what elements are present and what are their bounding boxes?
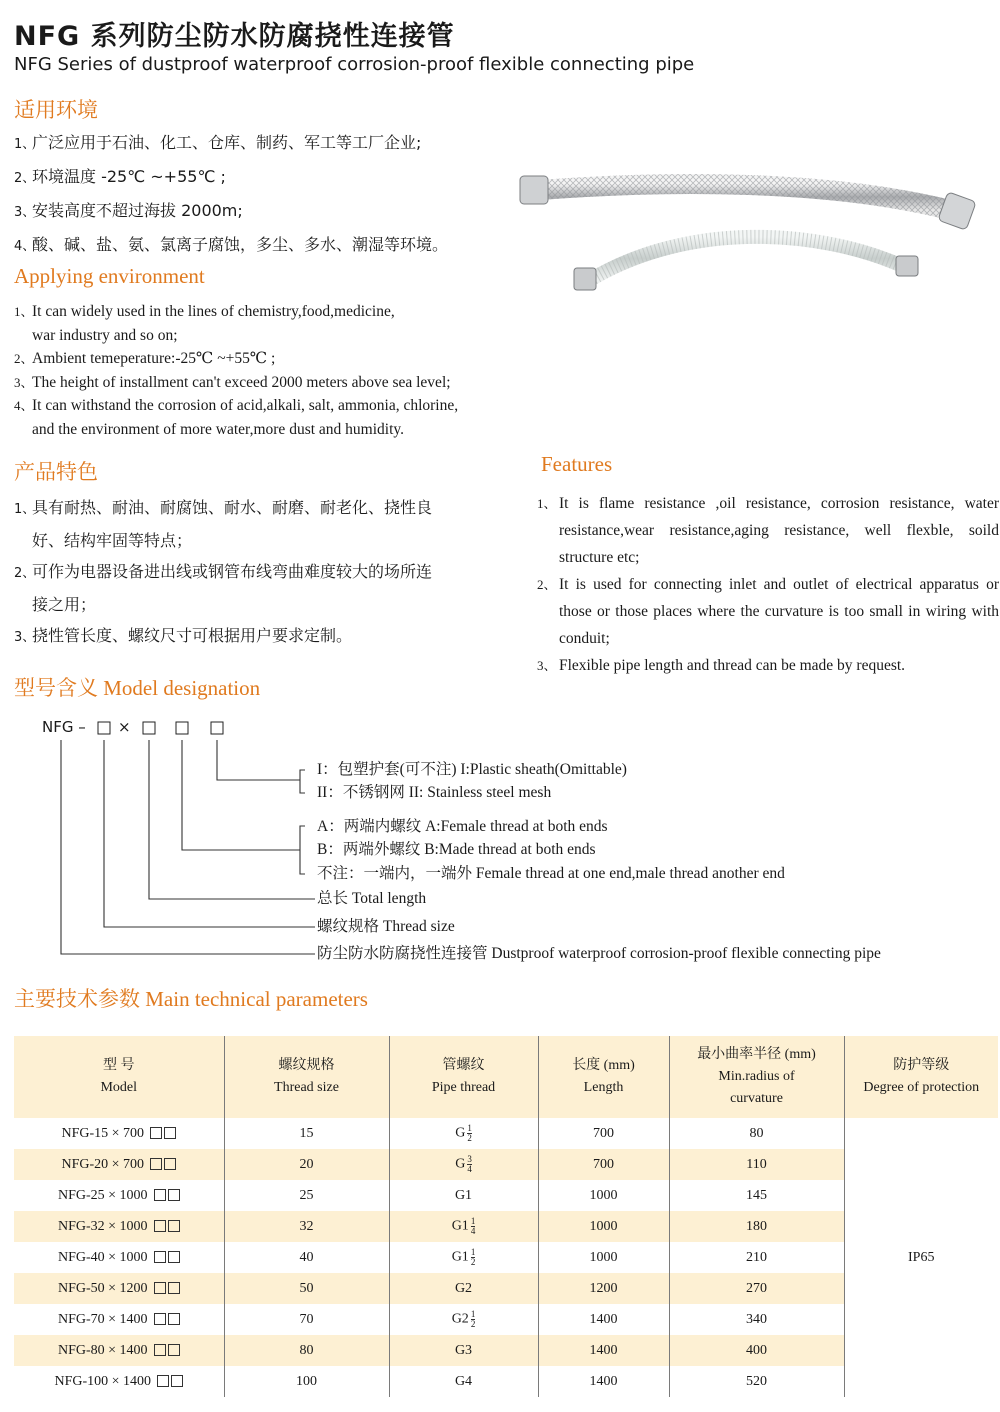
cell-thread-size: 25 <box>224 1180 389 1211</box>
cell-model: NFG-25 × 1000 <box>14 1180 224 1211</box>
features-cn-heading: 产品特色 <box>14 460 98 484</box>
features-en-heading: Features <box>541 452 613 476</box>
option-box-icon <box>154 1282 166 1294</box>
list-item: 2、Ambient temeperature:-25℃ ~+55℃ ; <box>14 350 276 367</box>
cell-pipe-thread: G2 $\frac{1}{2}$ <box>389 1304 538 1335</box>
option-box-icon <box>168 1344 180 1356</box>
cell-pipe-thread: G1 <box>389 1180 538 1211</box>
cell-pipe-thread: G4 <box>389 1366 538 1397</box>
legend-male: B：两端外螺纹 B:Made thread at both ends <box>317 841 596 858</box>
cell-model: NFG-80 × 1400 <box>14 1335 224 1366</box>
params-heading: 主要技术参数 Main technical parameters <box>14 987 368 1011</box>
cell-thread-size: 50 <box>224 1273 389 1304</box>
option-box-icon <box>154 1251 166 1263</box>
option-box-icon <box>157 1375 169 1387</box>
code-box-thread <box>98 722 110 734</box>
legend-female: A：两端内螺纹 A:Female thread at both ends <box>317 818 608 835</box>
code-box-length <box>143 722 155 734</box>
cell-radius: 80 <box>669 1118 844 1149</box>
list-item: 2、 It is used for connecting inlet and outlet of electrical apparatus or those or those places where the curvature is too small in wiring with conduit; <box>537 576 999 647</box>
option-box-icon <box>168 1313 180 1325</box>
cell-length: 1000 <box>538 1242 669 1273</box>
cell-model: NFG-20 × 700 <box>14 1149 224 1180</box>
col-protection: 防护等级 Degree of protection <box>844 1036 998 1118</box>
option-box-icon <box>154 1313 166 1325</box>
cell-length: 1000 <box>538 1211 669 1242</box>
env-cn-list <box>14 127 514 263</box>
cell-thread-size: 20 <box>224 1149 389 1180</box>
option-box-icon <box>168 1282 180 1294</box>
model-code-prefix: NFG – <box>42 718 86 736</box>
list-item: 3、安装高度不超过海拔 2000m; <box>14 201 243 220</box>
col-thread-size: 螺纹规格 Thread size <box>224 1036 389 1118</box>
code-box-end <box>176 722 188 734</box>
cell-thread-size: 15 <box>224 1118 389 1149</box>
env-en-list: 1、It can widely used in the lines of chemistry,food,medicine, war industry and so on; 2、Ambient temeperature:-25℃ ~+55℃ ; 3、The height of installment can't exceed 2000 meters above sea level; 4、It can withstand the corrosion of acid,alkali, salt, ammonia, chlorine, and the environment of more water,more dust and humidity. <box>14 300 534 441</box>
cell-pipe-thread: G3 <box>389 1335 538 1366</box>
cell-thread-size: 100 <box>224 1366 389 1397</box>
col-radius: 最小曲率半径 (mm) Min.radius of curvature <box>669 1036 844 1118</box>
cell-length: 700 <box>538 1149 669 1180</box>
env-cn-heading: 适用环境 <box>14 98 98 122</box>
cell-length: 1400 <box>538 1335 669 1366</box>
legend-sheath: I：包塑护套(可不注) I:Plastic sheath(Omittable) <box>317 761 627 778</box>
cell-length: 1400 <box>538 1366 669 1397</box>
cell-protection: IP65 <box>844 1118 998 1397</box>
cell-length: 1400 <box>538 1304 669 1335</box>
col-length: 长度 (mm) Length <box>538 1036 669 1118</box>
list-item: 1、 It is flame resistance ,oil resistance, corrosion resistance, water resistance,wear resistance,aging resistance, well flexble, soild structure etc; <box>537 495 999 566</box>
page-subtitle: NFG Series of dustproof waterproof corrosion-proof flexible connecting pipe <box>14 54 695 75</box>
code-box-sheath <box>211 722 223 734</box>
cell-radius: 270 <box>669 1273 844 1304</box>
list-item: 3、挠性管长度、螺纹尺寸可根据用户要求定制。 <box>14 626 353 645</box>
model-heading: 型号含义 Model designation <box>14 676 261 700</box>
list-item: 1、It can widely used in the lines of chemistry,food,medicine, <box>14 303 395 320</box>
legend-mixed: 不注：一端内，一端外 Female thread at one end,male thread another end <box>317 865 785 882</box>
option-box-icon <box>168 1251 180 1263</box>
cell-radius: 210 <box>669 1242 844 1273</box>
cell-radius: 180 <box>669 1211 844 1242</box>
cell-length: 1000 <box>538 1180 669 1211</box>
list-item: 4、酸、碱、盐、氨、氯离子腐蚀，多尘、多水、潮湿等环境。 <box>14 235 449 254</box>
cell-radius: 145 <box>669 1180 844 1211</box>
option-box-icon <box>154 1220 166 1232</box>
cell-thread-size: 40 <box>224 1242 389 1273</box>
cell-model: NFG-32 × 1000 <box>14 1211 224 1242</box>
features-cn-list: 1、具有耐热、耐油、耐腐蚀、耐水、耐磨、耐老化、挠性良 好、结构牢固等特点； 2、可作为电器设备进出线或钢管布线弯曲难度较大的场所连 接之用； 3、挠性管长度、螺纹尺寸可根据用户要求定制。 <box>14 492 504 653</box>
env-en-heading: Applying environment <box>14 264 205 288</box>
option-box-icon <box>168 1189 180 1201</box>
cell-model: NFG-15 × 700 <box>14 1118 224 1149</box>
cell-radius: 110 <box>669 1149 844 1180</box>
braided-pipe <box>520 176 976 230</box>
cell-thread-size: 32 <box>224 1211 389 1242</box>
list-item: 3、The height of installment can't exceed 2000 meters above sea level; <box>14 373 451 391</box>
cell-thread-size: 70 <box>224 1304 389 1335</box>
cell-length: 700 <box>538 1118 669 1149</box>
legend-length: 总长 Total length <box>317 890 427 907</box>
list-item: 3、 Flexible pipe length and thread can be made by request. <box>537 657 906 674</box>
pipe-photo <box>510 150 990 310</box>
page-title: NFG 系列防尘防水防腐挠性连接管 <box>14 21 455 52</box>
list-item: 2、可作为电器设备进出线或钢管布线弯曲难度较大的场所连 <box>14 562 433 581</box>
option-box-icon <box>154 1344 166 1356</box>
plastic-pipe <box>574 237 918 290</box>
option-box-icon <box>154 1189 166 1201</box>
list-item: 2、环境温度 -25℃ ~+55℃ ; <box>14 167 226 186</box>
list-item: 1、具有耐热、耐油、耐腐蚀、耐水、耐磨、耐老化、挠性良 <box>14 498 433 517</box>
cell-pipe-thread: G $\frac{1}{2}$ <box>389 1118 538 1149</box>
cell-pipe-thread: G1 $\frac{1}{2}$ <box>389 1242 538 1273</box>
params-table <box>14 1036 998 1397</box>
col-pipe-thread: 管螺纹 Pipe thread <box>389 1036 538 1118</box>
list-item: 4、It can withstand the corrosion of acid,alkali, salt, ammonia, chlorine, <box>14 397 459 414</box>
cell-model: NFG-50 × 1200 <box>14 1273 224 1304</box>
cell-pipe-thread: G2 <box>389 1273 538 1304</box>
features-en-list <box>537 490 999 679</box>
cell-pipe-thread: G $\frac{3}{4}$ <box>389 1149 538 1180</box>
model-code-times: × <box>118 718 131 736</box>
cell-radius: 520 <box>669 1366 844 1397</box>
option-box-icon <box>168 1220 180 1232</box>
cell-pipe-thread: G1 $\frac{1}{4}$ <box>389 1211 538 1242</box>
option-box-icon <box>171 1375 183 1387</box>
option-box-icon <box>150 1158 162 1170</box>
option-box-icon <box>164 1158 176 1170</box>
legend-mesh: II：不锈钢网 II: Stainless steel mesh <box>317 784 552 801</box>
cell-model: NFG-40 × 1000 <box>14 1242 224 1273</box>
col-model: 型 号 Model <box>14 1036 224 1118</box>
cell-length: 1200 <box>538 1273 669 1304</box>
table-header-row <box>14 1036 998 1118</box>
legend-pipe: 防尘防水防腐挠性连接管 Dustproof waterproof corrosion-proof flexible connecting pipe <box>317 945 881 962</box>
cell-model: NFG-70 × 1400 <box>14 1304 224 1335</box>
table-row <box>14 1118 998 1149</box>
option-box-icon <box>150 1127 162 1139</box>
list-item: 1、广泛应用于石油、化工、仓库、制药、军工等工厂企业; <box>14 133 422 152</box>
cell-thread-size: 80 <box>224 1335 389 1366</box>
option-box-icon <box>164 1127 176 1139</box>
cell-model: NFG-100 × 1400 <box>14 1366 224 1397</box>
cell-radius: 340 <box>669 1304 844 1335</box>
cell-radius: 400 <box>669 1335 844 1366</box>
legend-thread: 螺纹规格 Thread size <box>317 918 455 935</box>
